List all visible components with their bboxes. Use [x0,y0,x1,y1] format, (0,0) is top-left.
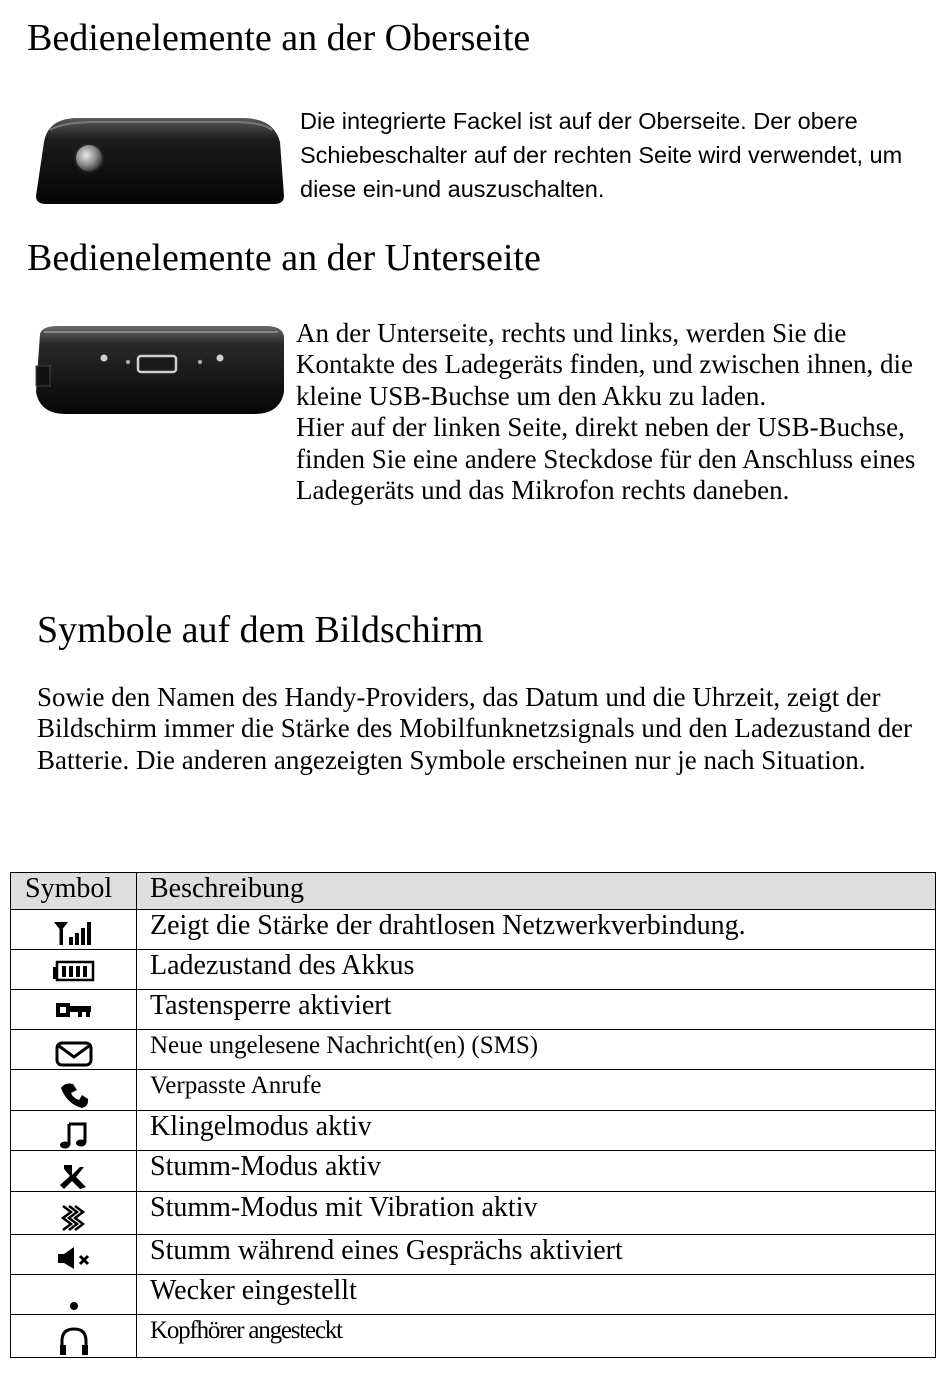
table-cell-description: Stumm-Modus aktiv [137,1151,936,1192]
heading-screen-symbols: Symbole auf dem Bildschirm [37,609,484,651]
table-row [11,1111,936,1151]
table-cell-description: Ladezustand des Akkus [137,950,936,990]
table-cell-description: Stumm während eines Gesprächs aktiviert [137,1235,936,1275]
table-cell-description: Kopfhörer angesteckt [137,1315,936,1358]
table-header-row [11,873,936,910]
mute-speaker-icon [54,1245,94,1271]
alarm-dot-icon [64,1285,84,1313]
table-row [11,1070,936,1111]
bottom-controls-text-2: Hier auf der linken Seite, direkt neben der USB-Buchse, finden Sie eine andere Steckdose für den Anschluss eines Ladegeräts und das Mikrofon rechts daneben. [296,412,916,506]
signal-strength-icon [52,920,96,946]
envelope-icon [54,1040,94,1068]
column-header-symbol: Symbol [11,873,137,910]
bottom-controls-text-1: An der Unterseite, rechts und links, werden Sie die Kontakte des Ladegeräts finden, und zwischen ihnen, die kleine USB-Buchse um den Akku zu laden. [296,318,914,411]
table-cell-description: Zeigt die Stärke der drahtlosen Netzwerkverbindung. [137,910,936,950]
silent-mode-icon [56,1161,92,1191]
screen-symbols-text: Sowie den Namen des Handy-Providers, das Datum und die Uhrzeit, zeigt der Bildschirm immer die Stärke des Mobilfunknetzsignals und den Ladezustand der Batterie. Die anderen angezeigten Symbole erscheinen nur je nach Situation. [37,682,913,775]
key-icon [54,1000,94,1020]
table-cell-description: Stumm-Modus mit Vibration aktiv [137,1192,936,1235]
table-row [11,1235,936,1275]
table-row [11,950,936,990]
symbol-table [10,872,936,1358]
table-row [11,910,936,950]
table-cell-description: Tastensperre aktiviert [137,990,936,1030]
vibration-icon [57,1202,91,1234]
top-controls-text: Die integrierte Fackel ist auf der Oberseite. Der obere Schiebeschalter auf der rechten Seite wird verwendet, um diese ein-und auszuschalten. [300,108,903,202]
table-row [11,990,936,1030]
table-cell-description: Wecker eingestellt [137,1275,936,1315]
battery-icon [51,960,97,982]
column-header-description: Beschreibung [137,873,936,910]
table-cell-description: Neue ungelesene Nachricht(en) (SMS) [137,1030,936,1070]
heading-top-controls: Bedienelemente an der Oberseite [27,17,531,59]
phone-bottom-view-image [34,322,286,418]
table-row [11,1275,936,1315]
table-cell-description: Verpasste Anrufe [137,1070,936,1111]
bottom-controls-text [296,318,936,506]
missed-call-icon [55,1080,93,1110]
heading-bottom-controls: Bedienelemente an der Unterseite [27,237,541,279]
table-row [11,1030,936,1070]
music-note-icon [57,1121,91,1149]
table-row [11,1315,936,1358]
table-cell-description: Klingelmodus aktiv [137,1111,936,1151]
table-row [11,1192,936,1235]
table-row [11,1151,936,1192]
headphone-icon [57,1325,91,1357]
phone-top-view-image [34,112,286,206]
